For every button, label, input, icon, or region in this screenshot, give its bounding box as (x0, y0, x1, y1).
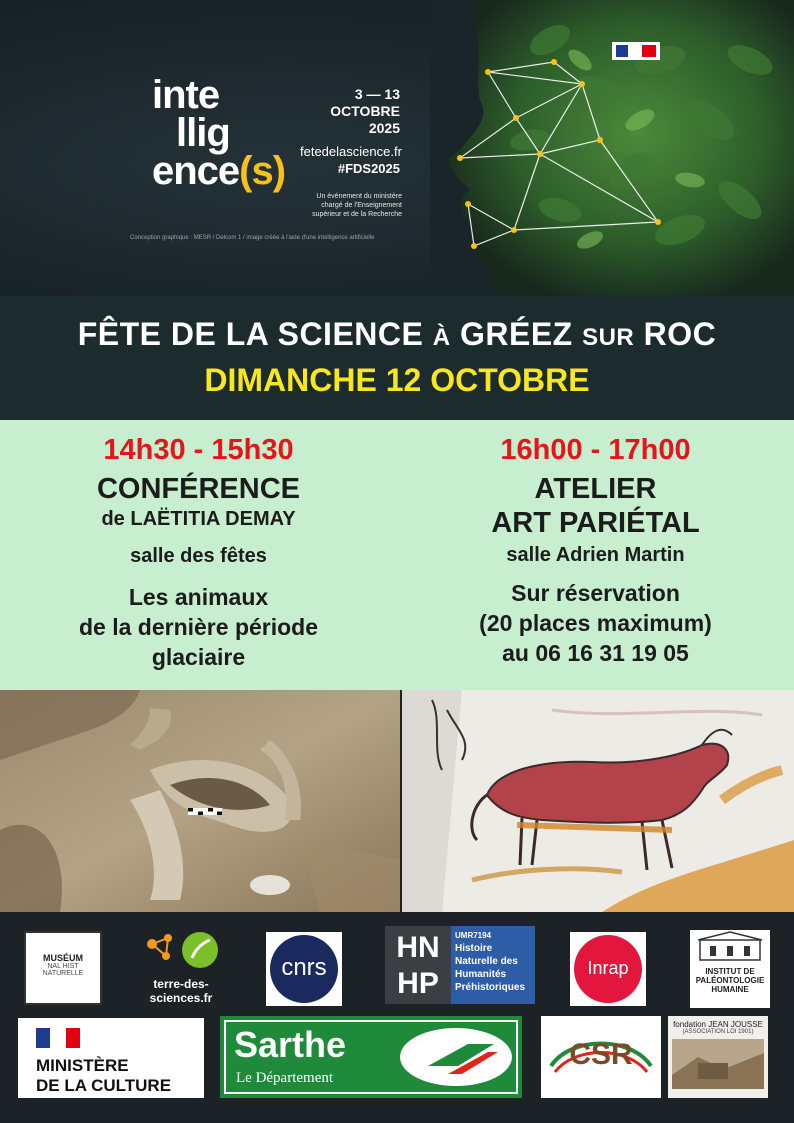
conference-time: 14h30 - 15h30 (103, 434, 294, 466)
inrap-logo-badge: Inrap (574, 935, 642, 1003)
terre-logo-line-2: sciences.fr (149, 991, 213, 1005)
hnhp-text (451, 926, 535, 1004)
marianne-icon (36, 1028, 80, 1048)
hnhp-line-2: Naturelle des (455, 956, 518, 967)
workshop-column (397, 420, 794, 668)
fondation-jean-jousse-logo (668, 1016, 768, 1098)
event-title-band (0, 296, 794, 420)
sarthe-logo (220, 1016, 522, 1098)
logo-s-suffix: (s) (239, 149, 286, 193)
date-year: 2025 (368, 120, 400, 136)
title-part-e: ROC (634, 316, 717, 352)
date-range: 3 — 13 (354, 86, 400, 102)
sarthe-emblem-icon (398, 1026, 514, 1088)
programme-section (0, 420, 794, 690)
museum-logo-line-1: MUSÉUM (43, 953, 83, 963)
paleontology-institute-logo (690, 930, 770, 1008)
festival-dates (300, 86, 400, 177)
flag-red-stripe (642, 45, 656, 57)
conference-topic-line-3: glaciaire (151, 644, 246, 670)
hnhp-logo (385, 926, 535, 1004)
sarthe-name: Sarthe (234, 1024, 347, 1065)
ministry-culture-logo (18, 1018, 204, 1098)
cave-art-drawing-photo (402, 690, 794, 912)
workshop-venue: salle Adrien Martin (506, 544, 685, 566)
hnhp-line-3: Humanités (455, 969, 507, 980)
excavation-photo (0, 690, 400, 912)
fondation-status: (ASSOCIATION LOI 1901) (682, 1029, 754, 1035)
logo-line-2: llig (176, 111, 230, 155)
date-month: OCTOBRE (330, 103, 400, 119)
festival-website: fetedelascience.fr (300, 144, 402, 159)
intelligences-logo (152, 73, 286, 193)
logo-line-1: inte (152, 73, 220, 117)
festival-hashtag: #FDS2025 (337, 161, 400, 176)
workshop-info-line-1: Sur réservation (511, 580, 680, 606)
conference-venue: salle des fêtes (130, 545, 267, 567)
title-part-c: GRÉEZ (450, 316, 583, 352)
partner-logos (0, 912, 794, 1123)
hnhp-line-1: Histoire (455, 943, 493, 954)
conference-column (0, 420, 397, 672)
workshop-time: 16h00 - 17h00 (500, 434, 691, 466)
festival-banner (0, 0, 794, 296)
hnhp-letters-top: HN (396, 931, 440, 964)
marianne-flag-logo (612, 42, 660, 60)
museum-logo-line-3: NATURELLE (42, 970, 84, 977)
sarthe-subtitle: Le Département (236, 1070, 334, 1086)
ipph-line-2: PALÉONTOLOGIE (695, 976, 765, 985)
ipph-line-3: HUMAINE (711, 985, 749, 994)
title-part-b: À (432, 324, 451, 351)
hnhp-letters-bottom: HP (397, 967, 439, 1000)
conference-speaker: de LAËTITIA DEMAY (101, 508, 296, 530)
cnrs-logo-badge: cnrs (270, 935, 338, 1003)
hnhp-line-4: Préhistoriques (455, 982, 526, 993)
logo-line-3 (152, 149, 286, 193)
museum-logo (24, 931, 102, 1005)
logo-line-3-text: ence (152, 149, 240, 193)
conference-topic-line-1: Les animaux (128, 584, 269, 610)
conference-topic-line-2: de la dernière période (78, 614, 319, 640)
cnrs-logo (266, 932, 342, 1006)
csr-letters: CSR (569, 1038, 633, 1071)
title-part-d: SUR (582, 324, 635, 351)
inrap-logo (570, 932, 646, 1006)
terre-logo-line-1: terre-des- (153, 977, 209, 991)
csr-logo (541, 1016, 661, 1098)
workshop-phone: au 06 16 31 19 05 (502, 640, 689, 666)
fondation-photo (668, 1035, 768, 1093)
ipph-line-1: INSTITUT DE (705, 967, 755, 976)
conference-title: CONFÉRENCE (96, 473, 300, 505)
ministry-name (36, 1056, 171, 1096)
event-title (0, 316, 794, 353)
leaf-icon (140, 930, 222, 972)
flag-blue-stripe (616, 45, 628, 57)
hnhp-letters (385, 926, 451, 1004)
event-date: DIMANCHE 12 OCTOBRE (204, 362, 590, 398)
title-part-a: FÊTE DE LA SCIENCE (77, 316, 433, 352)
workshop-title-line-2: ART PARIÉTAL (491, 507, 700, 539)
building-icon (690, 930, 770, 962)
event-description: Un événement du ministère chargé de l'Enseignement supérieur et de la Recherche (312, 193, 402, 218)
terre-des-sciences-logo (140, 930, 222, 1008)
hnhp-umr: UMR7194 (455, 931, 492, 940)
museum-logo-line-2: NAL HIST (47, 963, 79, 970)
fondation-name: fondation JEAN JOUSSE (673, 1020, 763, 1029)
design-credits: Conception graphique : MESR / Delcom 1 / image créée à l'aide d'une intelligence artificielle (130, 235, 375, 241)
workshop-title-line-1: ATELIER (534, 473, 657, 505)
workshop-info-line-2: (20 places maximum) (479, 610, 712, 636)
ministry-line-2: DE LA CULTURE (36, 1076, 172, 1095)
ministry-line-1: MINISTÈRE (36, 1056, 129, 1075)
